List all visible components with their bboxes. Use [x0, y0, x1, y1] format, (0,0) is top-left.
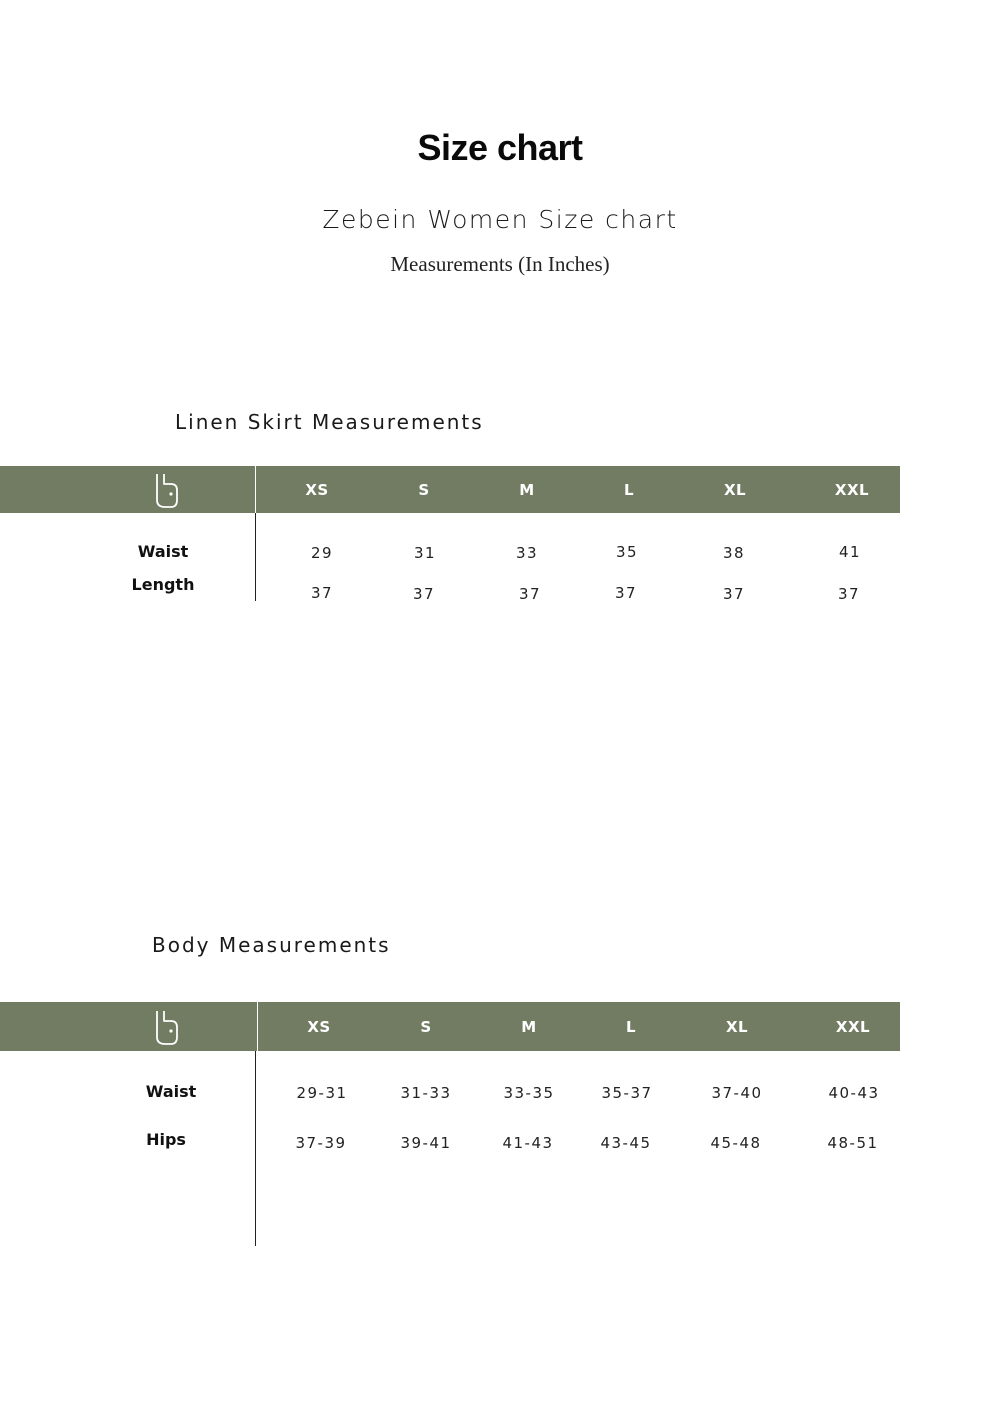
table-cell: 33-35 — [503, 1084, 555, 1102]
section-title-skirt: Linen Skirt Measurements — [175, 410, 484, 434]
table-cell: 37 — [837, 585, 861, 603]
units-note: Measurements (In Inches) — [390, 252, 610, 276]
page-title: Size chart — [417, 127, 583, 168]
size-header-xxl: XXL — [835, 1017, 871, 1036]
table-cell: 31 — [413, 544, 437, 562]
table-cell: 37 — [722, 585, 746, 603]
size-header-l: L — [625, 1017, 637, 1036]
size-header-xl: XL — [723, 480, 747, 499]
table-header-skirt — [0, 466, 900, 513]
measuring-tape-icon — [151, 1007, 181, 1047]
table-cell: 29 — [310, 544, 334, 562]
table-header-body — [0, 1002, 900, 1051]
table-cell: 37-39 — [295, 1134, 347, 1152]
row-label-hips: Hips — [146, 1130, 186, 1149]
size-header-xxl: XXL — [834, 480, 870, 499]
table-cell: 37-40 — [711, 1084, 763, 1102]
table-cell: 35-37 — [601, 1084, 653, 1102]
table-vertical-rule — [255, 513, 256, 601]
size-header-s: S — [420, 1017, 432, 1036]
size-header-s: S — [418, 480, 430, 499]
table-cell: 29-31 — [296, 1084, 348, 1102]
table-cell: 43-45 — [600, 1134, 652, 1152]
size-header-xs: XS — [305, 480, 329, 499]
size-header-xl: XL — [725, 1017, 749, 1036]
table-cell: 40-43 — [828, 1084, 880, 1102]
section-title-body: Body Measurements — [152, 933, 391, 957]
table-cell: 33 — [515, 544, 539, 562]
table-cell: 37 — [412, 585, 436, 603]
table-vertical-rule — [255, 1051, 256, 1246]
row-label-waist: Waist — [137, 542, 189, 561]
row-label-length: Length — [131, 575, 195, 594]
brand-title: Zebein Women Size chart — [322, 205, 678, 234]
size-header-m: M — [519, 480, 535, 499]
table-cell: 38 — [722, 544, 746, 562]
table-cell: 41-43 — [502, 1134, 554, 1152]
table-cell: 45-48 — [710, 1134, 762, 1152]
table-cell: 35 — [615, 543, 639, 561]
table-cell: 37 — [518, 585, 542, 603]
header-divider — [255, 466, 256, 513]
table-cell: 37 — [310, 584, 334, 602]
table-cell: 41 — [838, 543, 862, 561]
size-header-l: L — [623, 480, 635, 499]
table-cell: 37 — [614, 584, 638, 602]
size-header-m: M — [521, 1017, 537, 1036]
table-cell: 39-41 — [400, 1134, 452, 1152]
measuring-tape-icon — [151, 470, 181, 510]
table-cell: 48-51 — [827, 1134, 879, 1152]
row-label-waist: Waist — [145, 1082, 197, 1101]
header-divider — [257, 1002, 258, 1051]
table-cell: 31-33 — [400, 1084, 452, 1102]
size-header-xs: XS — [307, 1017, 331, 1036]
